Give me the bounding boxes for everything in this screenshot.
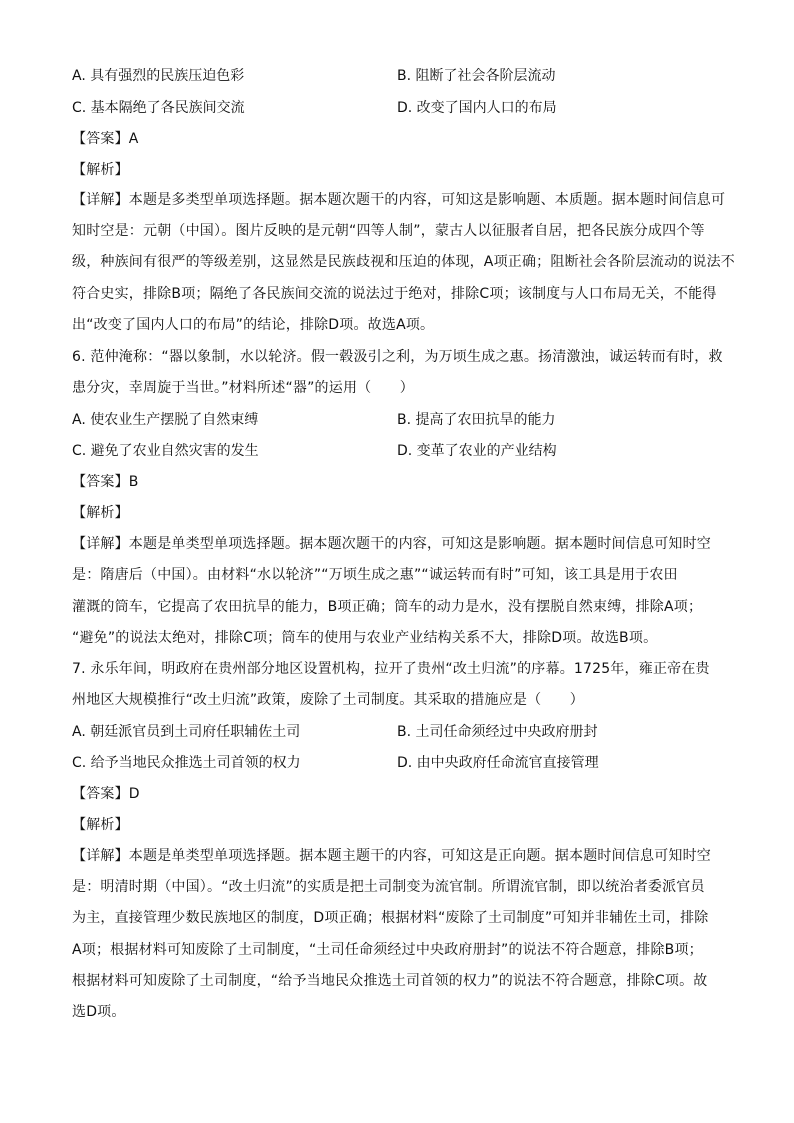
q6-detail-line: “避免”的说法太绝对，排除C项；筒车的使用与农业产业结构关系不大，排除D项。故选B项。 xyxy=(72,630,658,646)
q7-detail-line: 为主，直接管理少数民族地区的制度，D项正确；根据材料“废除了土司制度”可知并非辅佐土司，排除 xyxy=(72,910,709,926)
q6-answer: 【答案】B xyxy=(72,474,139,490)
q5-detail-line: 符合史实，排除B项；隔绝了各民族间交流的说法过于绝对，排除C项；该制度与人口布局无关，不能得 xyxy=(72,286,717,302)
q5-option-c: C. 基本隔绝了各民族间交流 xyxy=(72,100,245,116)
q7-stem-line: 州地区大规模推行“改土归流”政策，废除了土司制度。其采取的措施应是（ ） xyxy=(72,692,584,708)
q6-analysis-label: 【解析】 xyxy=(72,505,129,521)
q6-detail-line: 灌溉的筒车，它提高了农田抗旱的能力，B项正确；筒车的动力是水，没有摆脱自然束缚，排除A项； xyxy=(72,599,703,615)
q7-detail-line: A项；根据材料可知废除了土司制度，“土司任命须经过中央政府册封”的说法不符合题意，排除B项； xyxy=(72,942,703,958)
q5-option-d: D. 改变了国内人口的布局 xyxy=(397,100,557,116)
q7-option-c: C. 给予当地民众推选土司首领的权力 xyxy=(72,755,301,771)
q5-answer: 【答案】A xyxy=(72,131,139,147)
q5-option-b: B. 阻断了社会各阶层流动 xyxy=(397,68,556,84)
q6-detail-line: 是：隋唐后（中国）。由材料“水以轮济”“万顷生成之惠”“诚运转而有时”可知，该工具是用于农田 xyxy=(72,567,678,583)
q6-option-b: B. 提高了农田抗旱的能力 xyxy=(397,412,556,428)
q6-option-d: D. 变革了农业的产业结构 xyxy=(397,443,557,459)
q7-detail-line: 【详解】本题是单类型单项选择题。据本题主题干的内容，可知这是正向题。据本题时间信息可知时空 xyxy=(72,848,711,864)
q7-stem-line: 7. 永乐年间，明政府在贵州部分地区设置机构，拉开了贵州“改土归流”的序幕。1725年，雍正帝在贵 xyxy=(72,661,710,677)
q5-analysis-label: 【解析】 xyxy=(72,162,129,178)
q7-option-a: A. 朝廷派官员到土司府任职辅佐土司 xyxy=(72,724,301,740)
q7-detail-line: 是：明清时期（中国）。“改土归流”的实质是把土司制变为流官制。所谓流官制，即以统治者委派官员 xyxy=(72,879,705,895)
q7-answer: 【答案】D xyxy=(72,786,140,802)
q6-stem-line: 6. 范仲淹称：“器以象制，水以轮济。假一毂汲引之利，为万顷生成之惠。扬清激浊，诚运转而有时，救 xyxy=(72,349,723,365)
q5-detail-line: 知时空是：元朝（中国）。图片反映的是元朝“四等人制”，蒙古人以征服者自居，把各民族分成四个等 xyxy=(72,223,705,239)
q6-detail-line: 【详解】本题是单类型单项选择题。据本题次题干的内容，可知这是影响题。据本题时间信息可知时空 xyxy=(72,536,711,552)
q5-detail-line: 【详解】本题是多类型单项选择题。据本题次题干的内容，可知这是影响题、本质题。据本题时间信息可 xyxy=(72,192,726,208)
q5-detail-line: 级，种族间有很严的等级差别，这显然是民族歧视和压迫的体现，A项正确；阻断社会各阶层流动的说法不 xyxy=(72,254,735,270)
q6-stem-line: 患分灾，幸周旋于当世。”材料所述“器”的运用（ ） xyxy=(72,380,414,396)
q7-detail-line: 根据材料可知废除了土司制度，“给予当地民众推选土司首领的权力”的说法不符合题意，排除C项。故 xyxy=(72,973,708,989)
q7-option-d: D. 由中央政府任命流官直接管理 xyxy=(397,755,599,771)
q6-option-a: A. 使农业生产摆脱了自然束缚 xyxy=(72,412,259,428)
q5-option-a: A. 具有强烈的民族压迫色彩 xyxy=(72,68,245,84)
q7-analysis-label: 【解析】 xyxy=(72,817,129,833)
q6-option-c: C. 避免了农业自然灾害的发生 xyxy=(72,443,259,459)
q7-option-b: B. 土司任命须经过中央政府册封 xyxy=(397,724,598,740)
q7-detail-line: 选D项。 xyxy=(72,1004,126,1020)
q5-detail-line: 出“改变了国内人口的布局”的结论，排除D项。故选A项。 xyxy=(72,317,435,333)
